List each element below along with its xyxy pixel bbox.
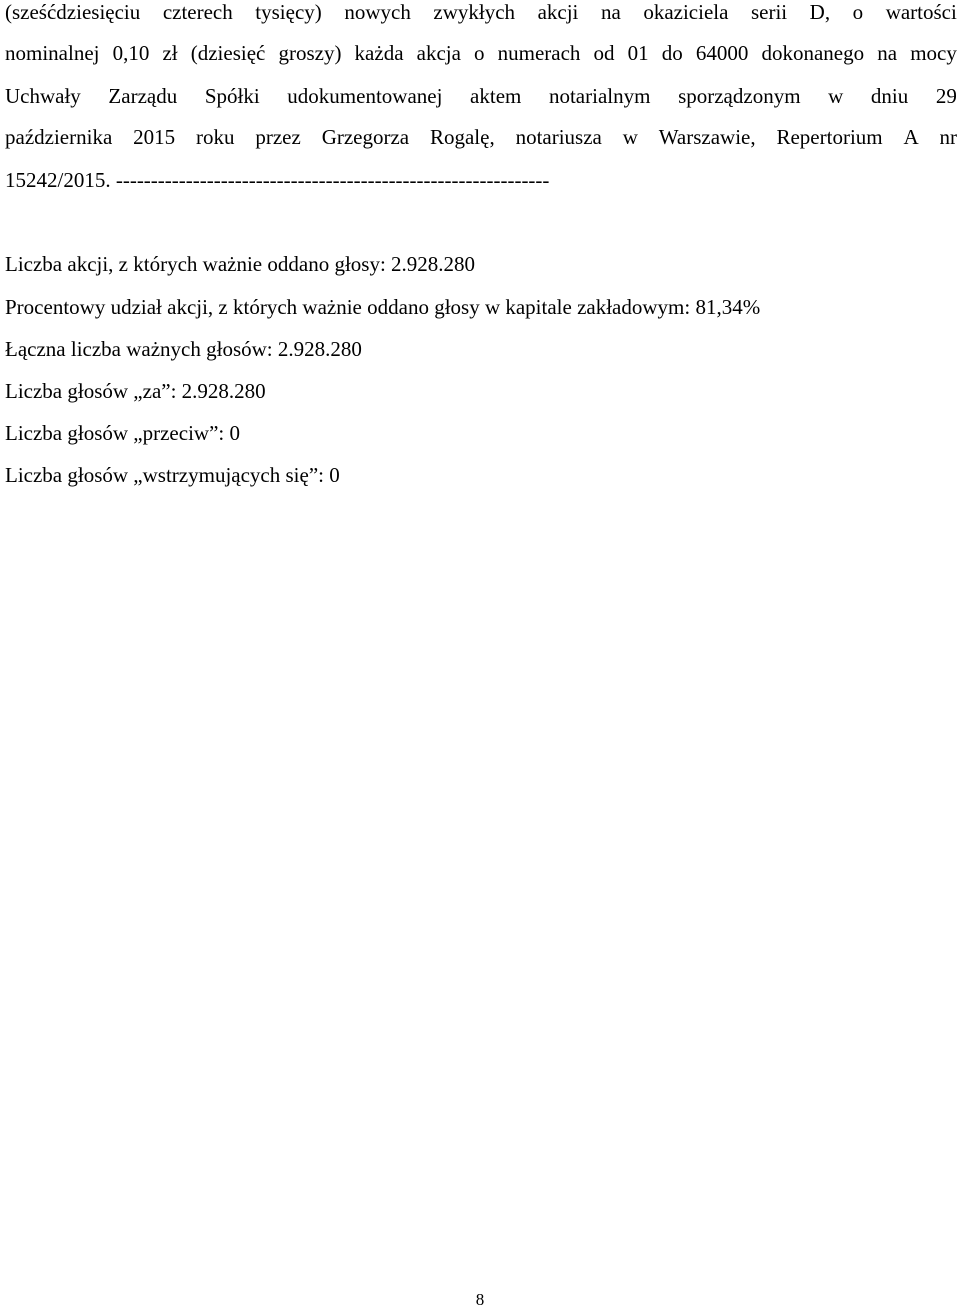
paragraph-word: Zarządu — [108, 84, 178, 108]
paragraph-word: akcja — [416, 41, 461, 65]
paragraph-word: notariusza — [515, 125, 602, 149]
paragraph-word: Grzegorza — [321, 125, 410, 149]
paragraph-word: (sześćdziesięciu — [5, 0, 141, 24]
paragraph-word: aktem — [470, 84, 522, 108]
paragraph-line — [5, 84, 957, 108]
paragraph-word: od — [593, 41, 615, 65]
paragraph-word: na — [877, 41, 898, 65]
paragraph-word: czterech — [162, 0, 233, 24]
paragraph-word: nowych — [344, 0, 411, 24]
page-number: 8 — [475, 1290, 485, 1309]
votes-against: Liczba głosów „przeciw”: 0 — [5, 421, 240, 445]
paragraph-word: na — [600, 0, 621, 24]
paragraph-word: 64000 — [695, 41, 749, 65]
paragraph-word: A — [903, 125, 919, 149]
paragraph-word: zwykłych — [433, 0, 516, 24]
paragraph-word: udokumentowanej — [287, 84, 443, 108]
paragraph-word: nominalnej — [5, 41, 100, 65]
paragraph-word: akcji — [537, 0, 579, 24]
paragraph-word: do — [661, 41, 683, 65]
paragraph-word: w — [622, 125, 638, 149]
paragraph-word: D, — [809, 0, 831, 24]
paragraph-word: roku — [196, 125, 235, 149]
paragraph-word: października — [5, 125, 113, 149]
paragraph-last-line: 15242/2015. -------------------------------------------------------------- — [5, 168, 550, 192]
paragraph-word: każda — [354, 41, 404, 65]
paragraph-word: (dziesięć — [190, 41, 266, 65]
paragraph-word: 29 — [935, 84, 957, 108]
paragraph-word: groszy) — [278, 41, 342, 65]
paragraph-word: przez — [255, 125, 301, 149]
paragraph-word: w — [828, 84, 844, 108]
paragraph-word: dokonanego — [761, 41, 865, 65]
paragraph-word: notarialnym — [548, 84, 651, 108]
share-capital-percentage: Procentowy udział akcji, z których ważnie oddano głosy w kapitale zakładowym: 81,34% — [5, 295, 761, 319]
paragraph-word: Rogalę, — [429, 125, 495, 149]
paragraph-word: Warszawie, — [658, 125, 756, 149]
paragraph-word: o — [474, 41, 485, 65]
paragraph-word: zł — [162, 41, 178, 65]
paragraph-word: 0,10 — [112, 41, 150, 65]
paragraph-line — [5, 125, 957, 149]
total-valid-votes: Łączna liczba ważnych głosów: 2.928.280 — [5, 337, 362, 361]
paragraph-word: okaziciela — [643, 0, 729, 24]
paragraph-word: tysięcy) — [255, 0, 322, 24]
valid-shares-count: Liczba akcji, z których ważnie oddano głosy: 2.928.280 — [5, 252, 476, 276]
paragraph-word: numerach — [497, 41, 581, 65]
paragraph-word: Repertorium — [776, 125, 883, 149]
paragraph-word: serii — [750, 0, 788, 24]
paragraph-line — [5, 41, 957, 65]
votes-abstain: Liczba głosów „wstrzymujących się”: 0 — [5, 463, 340, 487]
paragraph-word: 01 — [627, 41, 649, 65]
paragraph-word: nr — [939, 125, 957, 149]
paragraph-word: Uchwały — [5, 84, 81, 108]
paragraph-word: dniu — [870, 84, 909, 108]
paragraph-word: Spółki — [204, 84, 260, 108]
paragraph-word: sporządzonym — [678, 84, 801, 108]
paragraph-line — [5, 0, 957, 24]
paragraph-word: 2015 — [133, 125, 176, 149]
votes-for: Liczba głosów „za”: 2.928.280 — [5, 379, 266, 403]
paragraph-word: mocy — [910, 41, 957, 65]
paragraph-word: o — [852, 0, 864, 24]
paragraph-word: wartości — [885, 0, 957, 24]
